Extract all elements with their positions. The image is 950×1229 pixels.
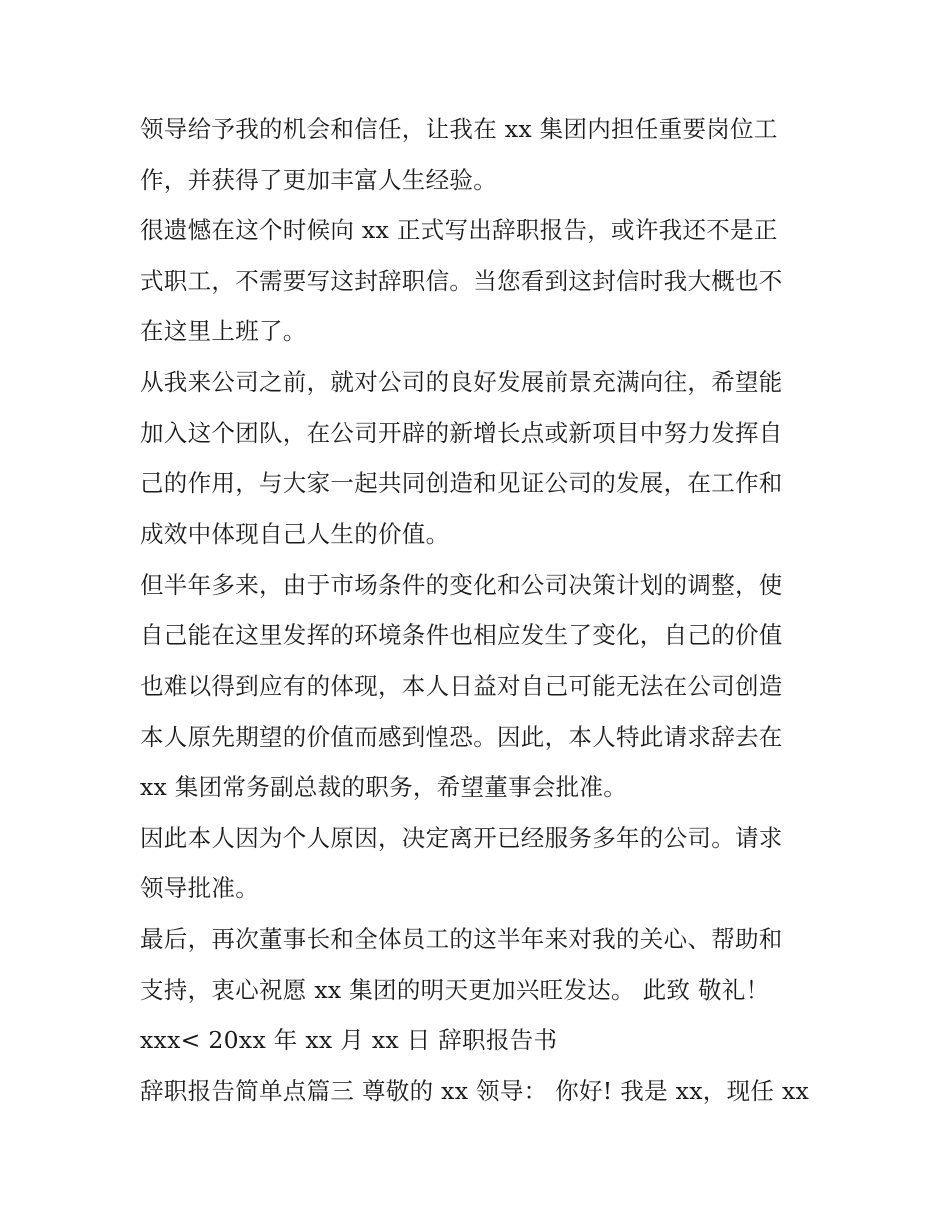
text-line: 从我来公司之前，就对公司的良好发展前景充满向往，希望能: [140, 368, 783, 396]
text-line: 但半年多来，由于市场条件的变化和公司决策计划的调整，使: [140, 571, 783, 599]
text-line: 在这里上班了。: [140, 317, 307, 345]
text-line: 辞职报告简单点篇三 尊敬的 xx 领导： 你好! 我是 xx，现任 xx: [140, 1077, 810, 1105]
text-line: 式职工，不需要写这封辞职信。当您看到这封信时我大概也不: [140, 267, 783, 295]
text-line: 因此本人因为个人原因，决定离开已经服务多年的公司。请求: [140, 824, 783, 852]
text-line: 最后，再次董事长和全体员工的这半年来对我的关心、帮助和: [140, 925, 783, 953]
text-line: xxx< 20xx 年 xx 月 xx 日 辞职报告书: [140, 1026, 558, 1054]
text-line: 领导给予我的机会和信任，让我在 xx 集团内担任重要岗位工: [140, 115, 778, 143]
text-line: 作，并获得了更加丰富人生经验。: [140, 166, 497, 194]
text-line: 己的作用，与大家一起共同创造和见证公司的发展，在工作和: [140, 469, 783, 497]
text-line: 支持，衷心祝愿 xx 集团的明天更加兴旺发达。 此致 敬礼！: [140, 976, 770, 1004]
text-line: 加入这个团队，在公司开辟的新增长点或新项目中努力发挥自: [140, 419, 783, 447]
text-line: 领导批准。: [140, 874, 259, 902]
text-line: 也难以得到应有的体现，本人日益对自己可能无法在公司创造: [140, 672, 783, 700]
text-line: 很遗憾在这个时候向 xx 正式写出辞职报告，或许我还不是正: [140, 216, 778, 244]
text-line: 自己能在这里发挥的环境条件也相应发生了变化，自己的价值: [140, 621, 783, 649]
text-line: 本人原先期望的价值而感到惶恐。因此，本人特此请求辞去在: [140, 723, 783, 751]
text-line: xx 集团常务副总裁的职务，希望董事会批准。: [140, 773, 628, 801]
text-line: 成效中体现自己人生的价值。: [140, 520, 450, 548]
